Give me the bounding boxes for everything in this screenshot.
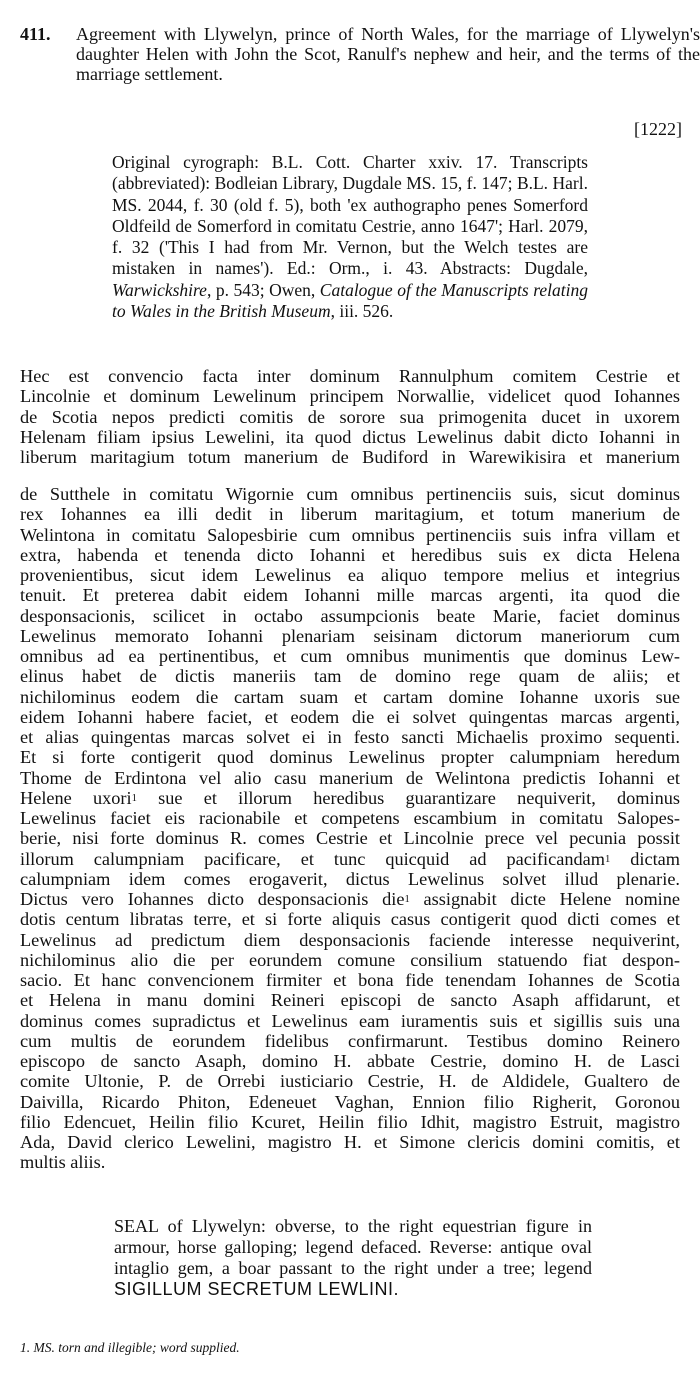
latin-line [20,889,680,909]
latin-line: dominus comes supradictus et Lewelinus eam iuramentis suis et sigillis suis una [20,1010,680,1031]
latin-line: rex Iohannes ea illi dedit in liberum maritagium, et totum manerium de [20,504,680,525]
latin-line: Thome de Erdintona vel alio casu manerium de Welintona predictis Iohanni et [20,767,680,788]
latin-text-first-block [20,366,680,467]
latin-line: Lewelinus ad predictum diem desponsacionis faciende interesse nequiverint, [20,929,680,950]
latin-line: de Scotia nepos predicti comitis de sorore sua primogenita ducet in uxorem [20,406,680,427]
latin-line: episcopo de sancto Asaph, domino H. abbate Cestrie, domino H. de Lasci [20,1051,680,1071]
latin-line: filio Edencuet, Heilin filio Kcuret, Heilin filio Idhit, magistro Estruit, magistro [20,1111,680,1132]
latin-line: liberum maritagium totum manerium de Budiford in Warewikisira et manerium [20,447,680,467]
footnote-text: MS. torn and illegible; word supplied. [33,1340,240,1355]
latin-line: Lewelinus memorato Iohanni plenariam seisinam dictorum maneriorum cum [20,625,680,646]
latin-line: Hec est convencio facta inter dominum Rannulphum comitem Cestrie et [20,366,680,386]
latin-line: de Sutthele in comitatu Wigornie cum omnibus pertinenciis suis, sicut dominus [20,484,680,504]
latin-line: Et si forte contigerit quod dominus Lewelinus propter calumpniam heredum [20,747,680,768]
latin-line: extra, habenda et tenenda dicto Iohanni et heredibus suis ex dicta Helena [20,544,680,565]
latin-line-part: assignabit dicte Helene nomine [409,889,680,909]
latin-line: Helenam filiam ipsius Lewelini, ita quod dictus Lewelinus dabit dicto Iohanni in [20,426,680,447]
latin-text-continued [20,484,680,1173]
footnote-number: 1. [20,1340,31,1355]
footnote-marker: 1 [404,894,410,906]
latin-line [20,849,680,869]
latin-line: nichilominus eodem die cartam suam et cartam domine Iohanne uxoris sue [20,686,680,707]
entry-date: [1222] [634,119,682,139]
latin-line: comite Ultonie, P. de Orrebi iusticiario Cestrie, H. de Aldidele, Gualtero de [20,1071,680,1092]
entry-number: 411. [20,24,51,44]
latin-line-part: sue et illorum heredibus guarantizare nequiverit, dominus [136,787,680,808]
latin-line: provenientibus, sicut idem Lewelinus ea aliquo tempore melius et integrius [20,565,680,585]
entry-title: Agreement with Llywelyn, prince of North Wales, for the marriage of Llywelyn's daughter Helen with John the Scot, Ranulf's nephew and heir, and the terms of the marriage settlement. [76,24,700,84]
seal-text: SEAL of Llywelyn: obverse, to the right equestrian figure in armour, horse galloping; legend defaced. Reverse: antique oval intaglio gem, a boar passant to the right under a tree; legend [114,1216,592,1278]
latin-line: nichilominus alio die per eorundem comune consilium statuendo fiat despon- [20,949,680,970]
latin-line: sacio. Et hanc convencionem firmiter et bona fide tenendam Iohannes de Scotia [20,970,680,990]
source-note-text-1: Original cyrograph: B.L. Cott. Charter xxiv. 17. Transcripts (abbreviated): Bodleian Library, Dugdale MS. 15, f. 147; B.L. Harl. MS. 2044, f. 30 (old f. 5), both 'ex authographo penes Somerford Oldfeild de Somerford in comitatu Cestrie, anno 1647'; Harl. 2079, f. 32 ('This I had from Mr. Vernon, but the Welch testes are mistaken in names'). Ed.: Orm., i. 43. Abstracts: Dugdale, [112,152,588,279]
footnote-marker: 1 [604,853,611,865]
source-note-text-3: , iii. 526. [330,301,394,322]
latin-line-part: illorum calumpniam pacificare, et tunc quicquid ad pacificandam [20,848,605,869]
latin-line: calumpniam idem comes erogaverit, dictus Lewelinus solvet illud plenarie. [20,868,680,889]
latin-line: et Helena in manu domini Reineri episcopi de sancto Asaph affidarunt, et [20,990,680,1011]
source-note-italic-2: Catalogue of the Manuscripts relating to Wales in the British Museum [112,279,588,322]
source-note [112,152,588,322]
latin-line-part: Dictus vero Iohannes dicto desponsacionis die [20,889,405,909]
latin-line-part: dictam [610,848,680,869]
latin-line: tenuit. Et preterea dabit eidem Iohanni mille marcas argenti, ita quod die [20,585,680,606]
latin-line: dotis centum libratas terre, et si forte aliquis casus contigerit quod dicti comes et [20,909,680,930]
latin-line: Daivilla, Ricardo Phiton, Edeneuet Vaghan, Ennion filio Righerit, Goronou [20,1091,680,1112]
latin-line: desponsacionis, scilicet in octabo assumpcionis beate Marie, faciet dominus [20,605,680,626]
latin-line: cum multis de eorundem fidelibus confirmarunt. Testibus domino Reinero [20,1030,680,1051]
source-note-italic-1: Warwickshire [112,279,207,300]
seal-legend: SIGILLUM SECRETUM LEWLINI. [114,1279,400,1299]
latin-line: et alias quingentas marcas solvet ei in festo sancti Michaelis proximo sequenti. [20,727,680,747]
latin-line: multis aliis. [20,1152,106,1173]
latin-line: Lincolnie et dominum Lewelinum principem Norwallie, videlicet quod Iohannes [20,386,680,407]
seal-description [114,1216,592,1300]
footnote [20,1340,660,1356]
latin-line: Welintona in comitatu Salopesbirie cum omnibus pertinenciis suis infra villam et [20,524,680,545]
source-note-text-2: , p. 543; Owen, [206,279,320,300]
latin-line-part: Helene uxori [20,787,132,808]
latin-line: Lewelinus faciet eis racionabile et competens escambium in comitatu Salopes- [20,808,680,828]
latin-line: Ada, David clerico Lewelini, magistro H. et Simone clericis domini comitis, et [20,1132,680,1152]
latin-line [20,788,680,808]
latin-line: eidem Iohanni habere faciet, et eodem die ei solvet quingentas marcas argenti, [20,706,680,727]
latin-line: berie, nisi forte dominus R. comes Cestrie et Lincolnie prece vel pecunia possit [20,828,680,849]
footnote-marker: 1 [131,793,137,805]
latin-line: elinus habet de dictis maneriis tam de domino rege quam de aliis; et [20,666,680,687]
latin-line: omnibus ad ea pertinentibus, et cum omnibus munimentis que dominus Lew- [20,646,680,666]
